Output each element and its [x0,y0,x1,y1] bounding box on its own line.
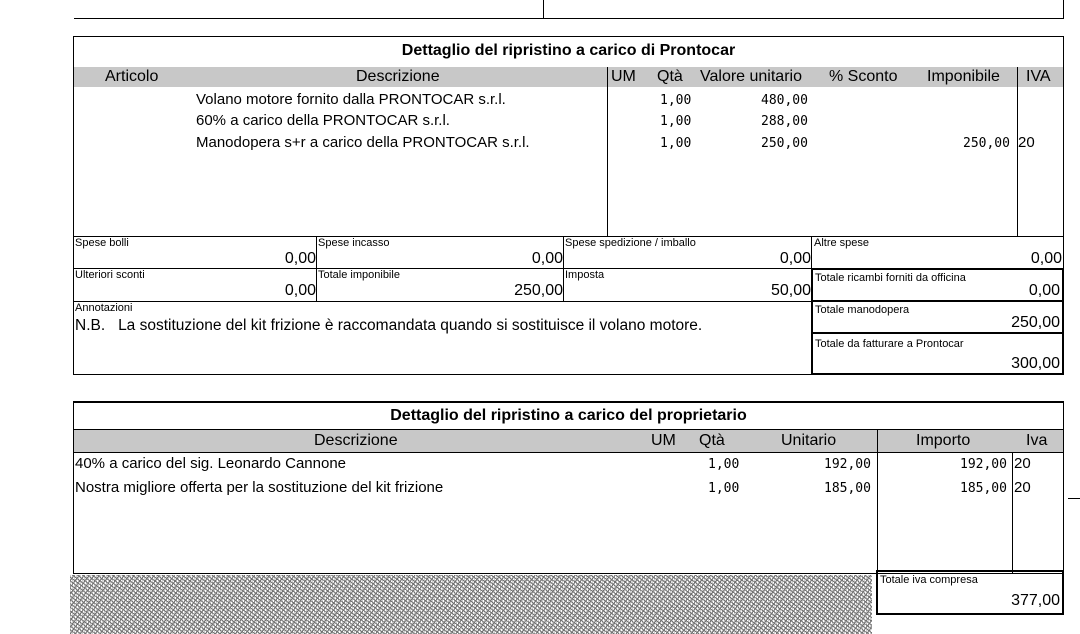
ulteriori-sconti-value: 0,00 [284,282,316,299]
totale-fatturare-value: 300,00 [1011,355,1060,372]
summary-annot-line [74,301,812,302]
prop-row2-importo: 185,00 [960,481,1007,496]
spese-spedizione-value: 0,00 [779,250,811,267]
altre-spese-value: 0,00 [1030,250,1062,267]
proprietario-section [73,401,1064,574]
totale-fatturare-label: Totale da fatturare a Prontocar [815,338,964,350]
col-iva: IVA [1026,68,1051,85]
prop-col-descrizione: Descrizione [314,432,398,449]
totale-iva-compresa-value: 377,00 [1011,592,1060,609]
redacted-text-block [70,575,872,634]
row3-imponibile: 250,00 [963,136,1010,151]
totale-ricambi-box [811,268,1064,302]
top-divider [543,0,544,19]
totale-manodopera-box [811,300,1064,334]
spese-bolli-label: Spese bolli [75,237,129,249]
row3-qta: 1,00 [660,136,692,151]
prop-row1-qta: 1,00 [708,457,740,472]
imposta-value: 50,00 [770,282,811,299]
col-sconto: % Sconto [829,68,898,85]
col-um: UM [611,68,636,85]
totale-iva-compresa-label: Totale iva compresa [880,574,978,586]
summary-col-a [316,236,317,301]
prontocar-section [73,36,1064,375]
prop-row2-unitario: 185,00 [824,481,871,496]
col-line-1 [607,67,608,237]
proprietario-header-row [74,429,1063,453]
totale-imponibile-value: 250,00 [514,282,563,299]
col-line-2 [1017,67,1018,237]
prop-col-qta: Qtà [699,432,725,449]
prontocar-header-row [74,67,1063,87]
spese-bolli-value: 0,00 [284,250,316,267]
row2-valore: 288,00 [761,114,808,129]
totale-imponibile-label: Totale imponibile [318,269,400,281]
totale-manodopera-value: 250,00 [1011,314,1060,331]
row2-qta: 1,00 [660,114,692,129]
prop-row2-qta: 1,00 [708,481,740,496]
col-articolo: Articolo [105,68,159,85]
altre-spese-label: Altre spese [814,237,870,249]
prop-col-unitario: Unitario [781,432,837,449]
summary-col-b [563,236,564,301]
spese-incasso-label: Spese incasso [318,237,390,249]
annotazioni-label: Annotazioni [75,302,133,314]
prop-row2-iva: 20 [1014,479,1031,496]
prop-row2-descrizione: Nostra migliore offerta per la sostituzione del kit frizione [75,479,444,496]
totale-ricambi-value: 0,00 [1028,282,1060,299]
totale-ricambi-label: Totale ricambi forniti da officina [815,272,966,284]
row3-iva: 20 [1018,134,1035,151]
row1-valore: 480,00 [761,93,808,108]
prontocar-title: Dettaglio del ripristino a carico di Prontocar [401,42,736,59]
summary-col-c [811,236,812,269]
row3-valore: 250,00 [761,136,808,151]
imposta-label: Imposta [565,269,605,281]
col-descrizione: Descrizione [356,68,440,85]
totale-iva-compresa-box [876,570,1064,615]
top-right-divider [1063,0,1064,19]
row1-qta: 1,00 [660,93,692,108]
totale-manodopera-label: Totale manodopera [815,304,910,316]
prop-col-iva: Iva [1026,432,1048,449]
prop-row1-descrizione: 40% a carico del sig. Leonardo Cannone [75,455,347,472]
prop-col-line-1 [877,429,878,574]
row1-descrizione: Volano motore fornito dalla PRONTOCAR s.r.l. [196,91,506,108]
prop-row1-unitario: 192,00 [824,457,871,472]
annotazioni-text: N.B. La sostituzione del kit frizione è raccomandata quando si sostituisce il volano motore. [75,317,703,334]
summary-mid-line [74,268,812,269]
prop-row1-importo: 192,00 [960,457,1007,472]
spese-spedizione-label: Spese spedizione / imballo [565,237,696,249]
ulteriori-sconti-label: Ulteriori sconti [75,269,145,281]
proprietario-title: Dettaglio del ripristino a carico del proprietario [390,407,747,424]
row2-descrizione: 60% a carico della PRONTOCAR s.r.l. [196,112,450,129]
prop-col-line-2 [1012,452,1013,574]
row3-descrizione: Manodopera s+r a carico della PRONTOCAR s.r.l. [196,134,530,151]
prop-row1-iva: 20 [1014,455,1031,472]
prop-col-um: UM [651,432,676,449]
col-qta: Qtà [657,68,683,85]
prop-col-importo: Importo [916,432,971,449]
col-valore-unitario: Valore unitario [700,68,802,85]
top-rule [74,18,1064,19]
totale-fatturare-box [811,332,1064,375]
side-tick [1068,498,1080,499]
col-imponibile: Imponibile [927,68,1000,85]
spese-incasso-value: 0,00 [531,250,563,267]
